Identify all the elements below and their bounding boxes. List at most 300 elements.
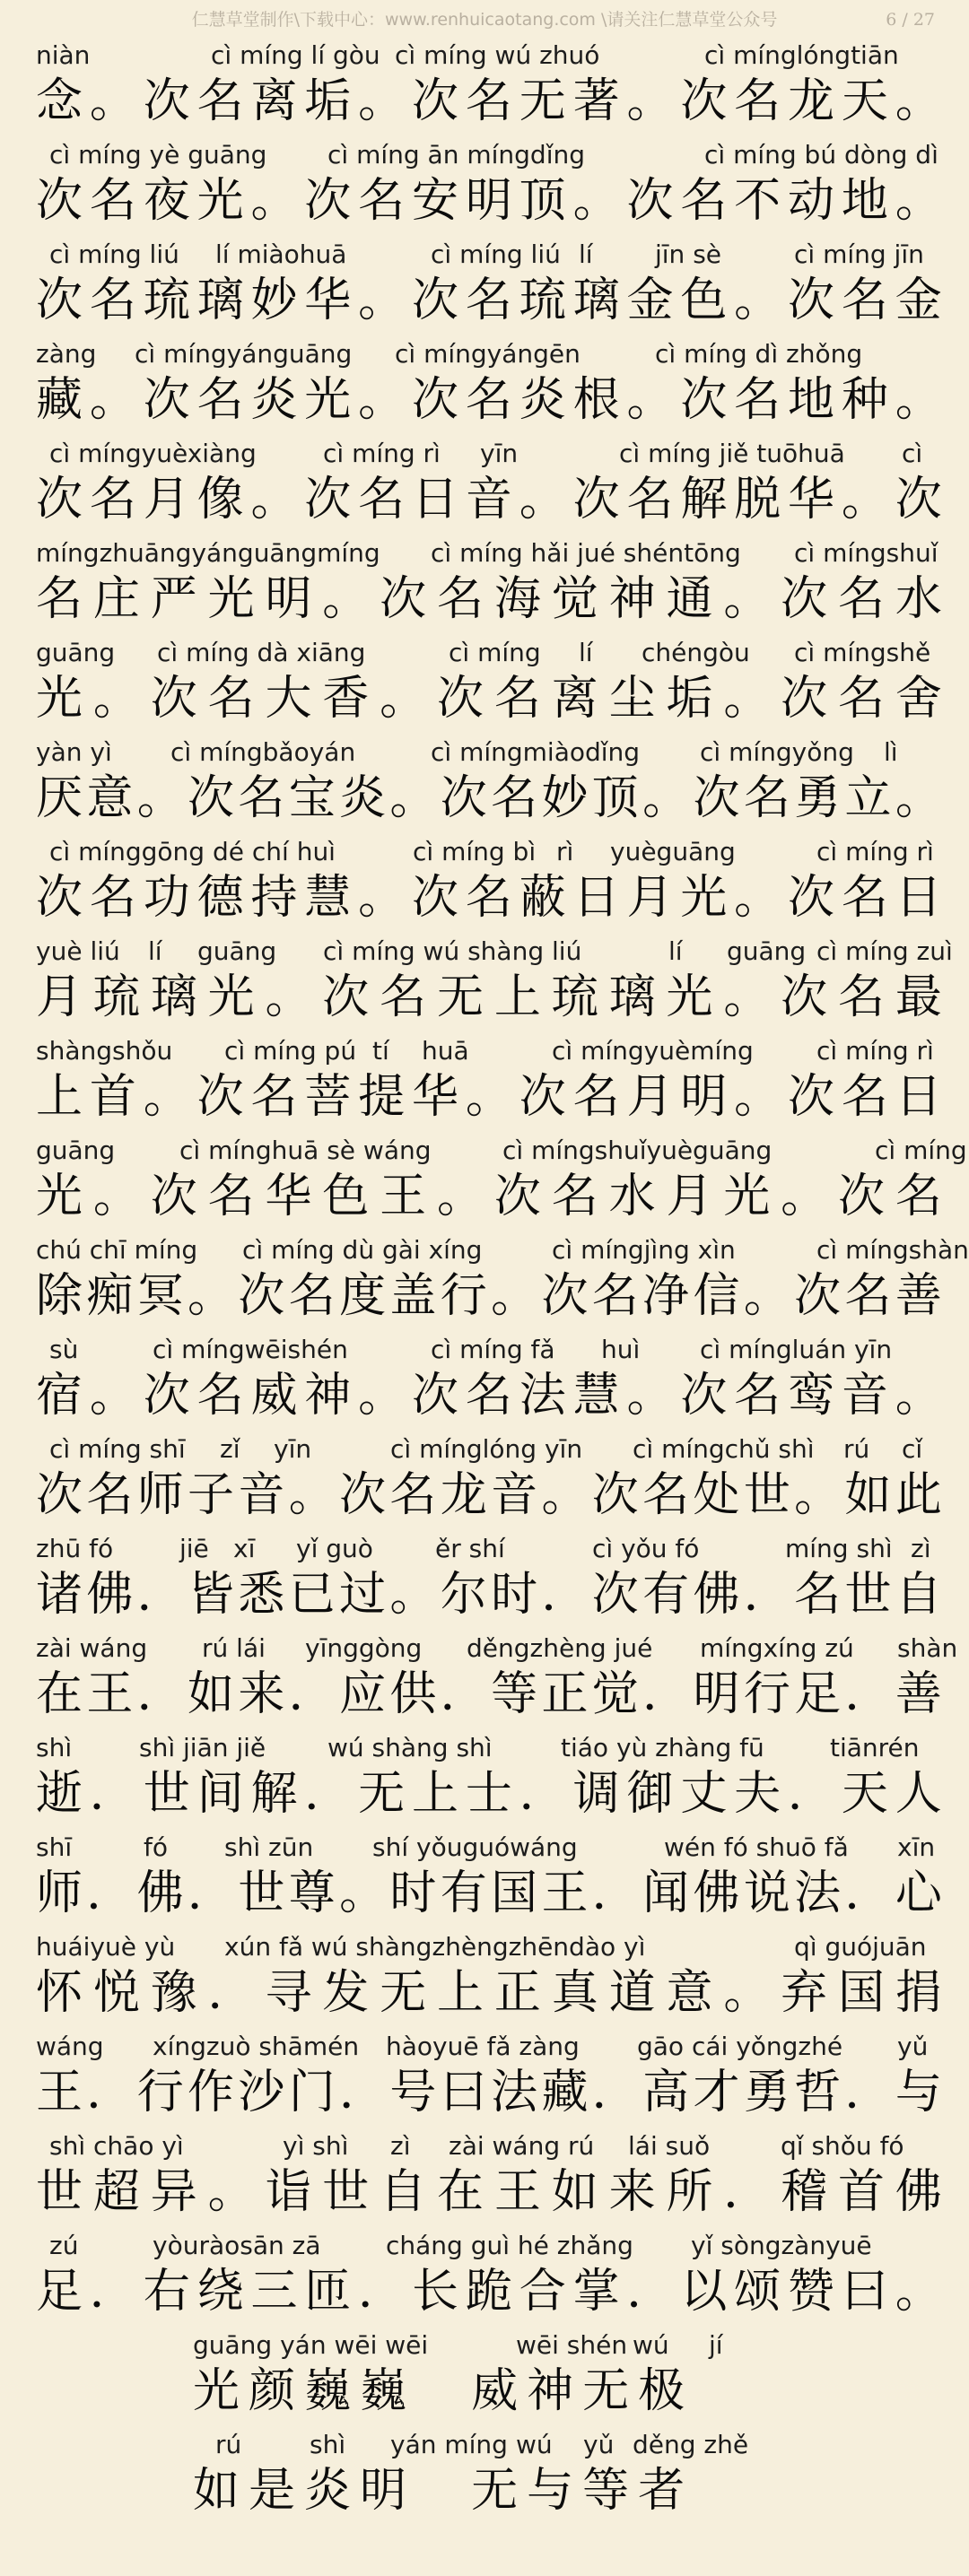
pinyin: jí [709,2330,723,2360]
hanzi-char: 日 [895,1070,942,1124]
hanzi-char: 名 [895,1170,942,1223]
hanzi-row [36,769,942,828]
pinyin-row [36,736,942,769]
hanzi-row [36,470,942,529]
hanzi-char: 蔽 [519,871,566,925]
hanzi-char: 最 [895,970,942,1024]
hanzi-char: 。 [465,1070,512,1124]
hanzi-char: 王 [493,2165,541,2219]
text-line [36,1035,942,1135]
hanzi-char: 音 [465,473,512,527]
pinyin: yì shì [283,2131,349,2161]
pinyin-row [36,836,942,868]
hanzi-char: 名 [734,1369,781,1423]
hanzi-char: 有 [440,1867,487,1920]
pinyin-row [36,39,942,72]
hanzi-char: 作 [188,2066,235,2119]
pinyin: cì míngyángēn [395,339,581,369]
hanzi-char: 如 [193,2464,240,2518]
hanzi-char: 琉 [551,970,598,1024]
hanzi-char: 法 [794,1867,842,1920]
pinyin-row [36,537,942,570]
hanzi-char: 次 [36,473,83,527]
hanzi-char: 名 [358,473,406,527]
hanzi-char: 极 [638,2364,685,2418]
hanzi-char: 名 [196,373,244,427]
pinyin: cì míngwēishén [153,1335,348,1364]
hanzi-char: 人 [895,1767,942,1821]
hanzi-char: 宝 [288,771,336,825]
hanzi-char: ． [844,1867,892,1920]
pinyin: tiānrén [830,1733,920,1762]
hanzi-char: 在 [36,1667,83,1721]
hanzi-char: ． [358,2265,406,2319]
pinyin: yǔ [583,2430,615,2459]
pinyin: rú [843,1434,870,1464]
text-line [36,1334,942,1433]
hanzi-char: 明 [360,2464,407,2518]
hanzi-char: 次 [36,1468,83,1522]
hanzi-char: 次 [788,1070,835,1124]
hanzi-char: 觉 [591,1667,639,1721]
hanzi-char: 根 [572,373,620,427]
pinyin-row [36,1334,942,1366]
hanzi-char: 名 [196,74,244,128]
hanzi-char: 王 [86,1667,134,1721]
pinyin: yǔ [897,2032,929,2061]
hanzi-char: 曰 [841,2265,888,2319]
pinyin: cháng guì hé zhǎng [386,2231,633,2260]
hanzi-char: ． [591,2066,639,2119]
hanzi-char: 无 [358,1767,406,1821]
pinyin: yán míng [390,2430,508,2459]
hanzi-char: 。 [250,174,298,228]
hanzi-char: 痴 [86,1269,134,1323]
hanzi-char: ． [304,1767,352,1821]
hanzi-char: 。 [207,2165,255,2219]
hanzi-char: 次 [788,871,835,925]
hanzi-row [36,1963,942,2023]
hanzi-char: 香 [322,672,370,726]
hanzi-char: 威 [471,2364,519,2418]
hanzi-char: 光 [193,2364,240,2418]
hanzi-char: 名 [207,672,255,726]
hanzi-char: 上 [36,1070,83,1124]
hanzi-char: 号 [389,2066,437,2119]
hanzi-char: 名 [680,174,728,228]
hanzi-char: 时 [389,1867,437,1920]
hanzi-char: 。 [895,2265,942,2319]
pinyin: cì míngshuǐ [794,538,938,568]
hanzi-char: 次 [36,871,83,925]
hanzi-char: ． [642,1667,690,1721]
hanzi-char: 。 [723,970,771,1024]
pinyin: cì mínglóng yīn [390,1434,583,1464]
hanzi-char: 立 [844,771,892,825]
pinyin: cì míngshuǐyuèguāng [502,1136,773,1165]
hanzi-char: 炎 [519,373,566,427]
hanzi-char: 名 [838,970,886,1024]
pinyin: niàn [36,40,91,70]
hanzi-char: 无 [380,1966,427,2020]
pinyin: rì [556,837,574,866]
hanzi-char: 光 [207,970,255,1024]
pinyin: wú [516,2430,553,2459]
hanzi-char: 次 [322,970,370,1024]
text-line [36,2130,942,2230]
hanzi-char: 尘 [608,672,656,726]
hanzi-char: 名 [207,1170,255,1223]
hanzi-char: 华 [412,1070,459,1124]
pinyin: yǐ guò [296,1534,373,1563]
hanzi-char: 次 [412,74,459,128]
hanzi-char: 功 [143,871,190,925]
pinyin: zú [49,2231,79,2260]
hanzi-row [36,1067,942,1127]
hanzi-char: 次 [493,1170,541,1223]
hanzi-char: 冥 [136,1269,184,1323]
hanzi-char: 菩 [304,1070,352,1124]
hanzi-row [36,171,942,231]
hanzi-char: 华 [788,473,835,527]
hanzi-char: ． [86,2066,134,2119]
hanzi-row [36,370,942,430]
hanzi-char: 次 [150,1170,197,1223]
hanzi-char: 庄 [92,572,140,626]
text-line [36,936,953,1035]
pinyin: cì [902,439,923,468]
hanzi-char: 金 [895,274,942,327]
hanzi-char: 长 [412,2265,459,2319]
hanzi-char: 次 [188,771,235,825]
hanzi-char: 次 [440,771,487,825]
hanzi-char: 解 [680,473,728,527]
pinyin: chéngòu [642,638,750,667]
hanzi-char: 次 [238,1269,285,1323]
pinyin: shì jiān jiě [139,1733,266,1762]
hanzi-char: 名 [358,174,406,228]
hanzi-row [36,1266,942,1326]
hanzi-row [36,1366,942,1425]
hanzi-char: 华 [304,274,352,327]
hanzi-char: 次 [541,1269,589,1323]
hanzi-char: 。 [89,74,136,128]
pinyin-row [36,1632,958,1665]
hanzi-char: 。 [250,473,298,527]
hanzi-char: 名 [465,74,512,128]
hanzi-char: ． [89,2265,136,2319]
hanzi-char: 。 [626,373,674,427]
pinyin: guāng [36,1136,116,1165]
hanzi-char: 净 [642,1269,690,1323]
hanzi-char: 名 [89,174,136,228]
hanzi-char: 名 [288,1269,336,1323]
hanzi-char: 处 [693,1468,740,1522]
pinyin: hàoyuē fǎ zàng [386,2032,580,2061]
pinyin: shì chāo yì [49,2131,184,2161]
pinyin: cì míng fǎ [431,1335,555,1364]
pinyin: míngzhuāngyánguāngmíng [36,538,380,568]
pinyin: cì míng wú shàng liú [323,936,582,966]
pinyin: cì yǒu fó [592,1534,700,1563]
hanzi-char: ． [788,1767,835,1821]
hanzi-char: 此 [895,1468,942,1522]
hanzi-char: 次 [838,1170,886,1223]
pinyin: cì míng yè guāng [49,140,267,170]
hanzi-char: 璃 [196,274,244,327]
hanzi-char: 次 [196,1070,244,1124]
sutra-text [36,39,969,2329]
hanzi-char: 无 [582,2364,630,2418]
pinyin: míngxíng zú [700,1633,854,1663]
hanzi-char: 神 [608,572,656,626]
hanzi-char: 光 [196,174,244,228]
pinyin: cǐ [902,1434,923,1464]
hanzi-char: 次 [412,274,459,327]
hanzi-char: 以 [680,2265,728,2319]
hanzi-char: 厌 [36,771,83,825]
hanzi-char: 善 [895,1667,942,1721]
pinyin: cì míngshàn [816,1235,969,1265]
text-line [36,1732,942,1832]
pinyin: cì míng dù gài xíng [242,1235,483,1265]
hanzi-char: 法 [519,1369,566,1423]
hanzi-char: 次 [591,1568,639,1622]
hanzi-char: 藏 [36,373,83,427]
pinyin: fó [144,1832,168,1862]
hanzi-char: 。 [895,373,942,427]
pinyin: cì míng rì [816,837,934,866]
hanzi-row [36,868,942,927]
hanzi-char: 。 [895,1369,942,1423]
hanzi-char: 说 [743,1867,790,1920]
hanzi-char: ． [207,1966,255,2020]
text-line [36,1135,967,1234]
hanzi-char: 龙 [788,74,835,128]
hanzi-char: 像 [196,473,244,527]
pinyin: yuè liú [36,936,120,966]
hanzi-char: 。 [265,970,312,1024]
hanzi-char: 光 [36,672,83,726]
pinyin: lái suǒ [628,2131,711,2161]
hanzi-char: 如 [844,1468,892,1522]
hanzi-char: 次 [36,274,83,327]
hanzi-char: 御 [626,1767,674,1821]
hanzi-char: 国 [838,1966,886,2020]
hanzi-char: 皆 [188,1568,235,1622]
hanzi-char: 次 [794,1269,842,1323]
hanzi-char: 次 [680,1369,728,1423]
hanzi-row [36,1665,942,1724]
hanzi-char: ． [591,1867,639,1920]
hanzi-char: 次 [591,1468,639,1522]
hanzi-char: 离 [250,74,298,128]
hanzi-char: 次 [339,1468,387,1522]
pinyin: jīn sè [655,239,722,269]
hanzi-char: ． [339,2066,387,2119]
hanzi-char: 道 [608,1966,656,2020]
hanzi-char: 国 [491,1867,538,1920]
hanzi-char: 夫 [734,1767,781,1821]
hanzi-char: 名 [734,74,781,128]
hanzi-char: 光 [666,970,713,1024]
hanzi-char: 光 [207,572,255,626]
hanzi-char: 豫 [150,1966,197,2020]
text-line [36,239,942,338]
pinyin: lí [579,239,593,269]
hanzi-char: 足 [36,2265,83,2319]
pinyin: míng shì [785,1534,893,1563]
hanzi-char: 垢 [666,672,713,726]
pinyin: cì míng ān míngdǐng [327,140,585,170]
hanzi-char: 勇 [743,2066,790,2119]
text-line [36,39,942,139]
hanzi-char: 名 [838,572,886,626]
hanzi-char: ． [626,2265,674,2319]
page-number: 6 / 27 [886,10,935,30]
hanzi-char: 曰 [440,2066,487,2119]
hanzi-char: 名 [89,274,136,327]
pinyin-row [36,1234,969,1266]
hanzi-char: ． [844,2066,892,2119]
hanzi-char: 善 [895,1269,942,1323]
pinyin: yīn [274,1434,312,1464]
pinyin-row [36,2130,942,2163]
hanzi-char: 色 [680,274,728,327]
pinyin: guāng [36,638,116,667]
text-line [36,438,942,537]
hanzi-char: 名 [380,970,427,1024]
hanzi-char: 次 [895,473,942,527]
hanzi-char: 来 [608,2165,656,2219]
hanzi-char: 威 [250,1369,298,1423]
hanzi-char: 音 [841,1369,888,1423]
pinyin: shì [310,2430,346,2459]
text-line [36,1433,942,1533]
hanzi-char: 。 [626,74,674,128]
pinyin: tí [372,1036,389,1066]
hanzi-char: 名 [626,473,674,527]
pinyin: yuèguāng [610,837,736,866]
hanzi-char: 稽 [781,2165,828,2219]
hanzi-char: 神 [527,2364,574,2418]
pinyin-row [36,637,942,669]
hanzi-char: 度 [339,1269,387,1323]
hanzi-char: 次 [788,274,835,327]
hanzi-char: 盖 [389,1269,437,1323]
hanzi-char: 炎 [339,771,387,825]
hanzi-char: 次 [781,572,828,626]
hanzi-char: 次 [693,771,740,825]
pinyin: cì míngyuèmíng [552,1036,754,1066]
hanzi-char: 名 [389,1468,437,1522]
hanzi-char: 。 [288,1468,336,1522]
hanzi-char: 次 [143,373,190,427]
pinyin: shàn [897,1633,958,1663]
hanzi-char: ． [743,1568,790,1622]
hanzi-char: 逝 [36,1767,83,1821]
hanzi-char: 名 [642,1468,690,1522]
hanzi-char: 不 [734,174,781,228]
text-line [36,1931,942,2031]
hanzi-char: 名 [465,871,512,925]
hanzi-char: 。 [358,1369,406,1423]
hanzi-char: 。 [895,174,942,228]
hanzi-char: 。 [89,1369,136,1423]
pinyin: cì míng jiě tuōhuā [619,439,845,468]
hanzi-char: 怀 [36,1966,83,2020]
hanzi-char: ． [89,1767,136,1821]
pinyin: yòuràosān zā [153,2231,321,2260]
pinyin: wén fó shuō fǎ [664,1832,849,1862]
hanzi-char: ． [136,1568,184,1622]
hanzi-char: 天 [841,74,888,128]
pinyin: guāng [727,936,807,966]
hanzi-char: 世 [322,2165,370,2219]
hanzi-char: 月 [36,970,83,1024]
hanzi-char: 。 [734,871,781,925]
hanzi-char: 世 [743,1468,790,1522]
hanzi-char: 大 [265,672,312,726]
text-line [36,2031,942,2130]
hanzi-char: 明 [680,1070,728,1124]
hanzi-char: 光 [304,373,352,427]
pinyin: xún fǎ wú shàngzhèngzhēndào yì [224,1932,646,1962]
hanzi-char: 名 [591,1269,639,1323]
hanzi-char: 觉 [551,572,598,626]
pinyin-row [36,2031,942,2063]
text-line [36,1832,942,1931]
pinyin: shì [36,1733,73,1762]
hanzi-row [36,1565,942,1624]
text-line [36,139,942,239]
hanzi-char: 明 [693,1667,740,1721]
hanzi-char: 巍 [360,2364,407,2418]
hanzi-char: 次 [412,1369,459,1423]
hanzi-char: 次 [412,373,459,427]
hanzi-char: 安 [412,174,459,228]
hanzi-row [36,2262,942,2321]
pinyin: cì míng wú zhuó [395,40,600,70]
hanzi-char: 王 [380,1170,427,1223]
pinyin: cì míngchǔ shì [633,1434,815,1464]
hanzi-char: 月 [626,1070,674,1124]
hanzi-char: 。 [188,1269,235,1323]
hanzi-char: 琉 [519,274,566,327]
hanzi-char: 炎 [250,373,298,427]
pinyin: cì míng liú [431,239,561,269]
hanzi-char: 名 [465,274,512,327]
hanzi-char: 上 [437,1966,484,2020]
pinyin: lí [148,936,162,966]
hanzi-char: 如 [551,2165,598,2219]
pinyin: cì míngluán yīn [700,1335,893,1364]
hanzi-row [36,2163,942,2222]
pinyin: zǐ [220,1434,240,1464]
hanzi-char: 子 [188,1468,235,1522]
pinyin-row [36,1732,942,1764]
hanzi-char: 绕 [196,2265,244,2319]
pinyin: cì míngjìng xìn [552,1235,736,1265]
hanzi-char: 无 [437,970,484,1024]
hanzi-char: 慧 [572,1369,620,1423]
hanzi-char: 地 [788,373,835,427]
pinyin: lí miàohuā [215,239,347,269]
hanzi-char: 名 [794,1568,842,1622]
hanzi-char: ． [440,1667,487,1721]
pinyin: cì míng lí gòu [211,40,380,70]
hanzi-char: 明 [465,174,512,228]
